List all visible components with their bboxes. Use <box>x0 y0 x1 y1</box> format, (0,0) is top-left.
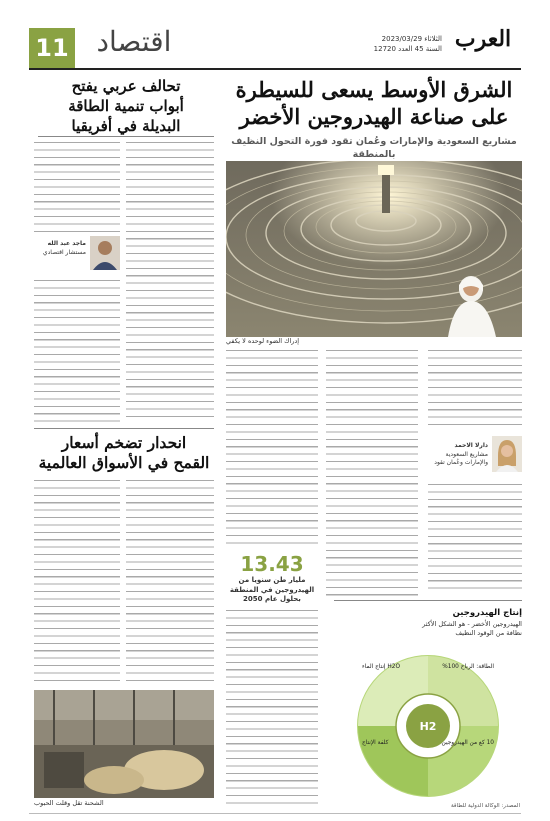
footer-rule <box>29 813 521 814</box>
wheat-headline-line-1: انحدار تضخم أسعار <box>61 433 187 452</box>
grain-ship-photo <box>34 690 214 798</box>
section-title: اقتصاد <box>96 25 172 58</box>
wheat-story-text-column-2 <box>34 480 120 685</box>
main-story-author <box>428 436 522 478</box>
newspaper-logo: العرب <box>454 26 512 52</box>
main-author-portrait <box>492 436 522 472</box>
left-headline-line-2: أبواب تنمية الطاقة <box>68 97 184 115</box>
grain-ship-illustration <box>34 690 214 798</box>
left-story-text-column-2-top <box>34 142 120 232</box>
main-author-note: مشاريع السعودية والإمارات وعُمان تقود <box>434 451 488 466</box>
main-headline-line-1: الشرق الأوسط يسعى للسيطرة <box>235 77 513 102</box>
masthead-divider <box>29 68 521 70</box>
author-role: مستشار اقتصادي <box>42 249 86 256</box>
hydrogen-infographic <box>336 640 520 806</box>
left-story-text-column-1 <box>126 142 214 422</box>
segment-label-4: H2O إنتاج الماء <box>362 664 401 670</box>
left-story-rule <box>38 136 214 137</box>
main-subhead: مشاريع السعودية والإمارات وعُمان تقود فورة التحول النظيف بالمنطقة <box>231 136 517 160</box>
main-text-column-1-bottom <box>428 484 522 594</box>
left-story-author <box>34 236 120 276</box>
wheat-headline-line-2: القمح في الأسواق العالمية <box>38 453 210 472</box>
wheat-story-headline <box>34 433 214 473</box>
left-headline-line-1: تحالف عربي يفتح <box>71 77 181 95</box>
left-story-text-column-2 <box>34 280 120 422</box>
svg-text:H2: H2 <box>419 720 437 733</box>
left-headline-line-3: البديلة في أفريقيا <box>71 117 181 135</box>
pull-quote-text: مليار طن سنويا من الهيدروجين في المنطقة بحلول عام 2050 <box>229 576 315 603</box>
author-portrait <box>90 236 120 270</box>
main-text-column-3-top <box>226 350 318 546</box>
issue-line: السنة 45 العدد 12720 <box>373 45 442 53</box>
main-author-name: دارلا الاحمد <box>454 442 488 449</box>
main-headline-line-2: على صناعة الهيدروجين الأخضر <box>239 104 509 129</box>
pull-quote-number: 13.43 <box>240 552 304 576</box>
segment-label-3: كلفة الإنتاج <box>362 740 389 746</box>
wheat-photo-caption: الشحنة تقل وقلت الحبوب <box>34 799 104 807</box>
wheat-story-rule <box>34 428 214 429</box>
date-line: الثلاثاء 2023/03/29 <box>381 35 442 43</box>
hydrogen-box-subtitle: الهيدروجين الأخضر - هو الشكل الأكثر نظافة من الوقود النظيف <box>422 620 522 637</box>
photo-caption: إدراك الضوء لوحده لا يكفي <box>226 337 300 345</box>
date-block <box>362 34 442 54</box>
main-text-column-3-bottom <box>226 610 318 808</box>
main-author-photo <box>492 436 522 472</box>
hydrogen-box-rule <box>334 600 522 601</box>
hydrogen-footnote: المصدر: الوكالة الدولية للطاقة <box>450 803 520 809</box>
main-text-column-2 <box>326 350 418 596</box>
pull-quote <box>226 552 318 605</box>
segment-label-1: الطاقة: الرياح 100% <box>442 664 494 670</box>
solar-field-photo <box>226 161 522 337</box>
wheat-story-text-column-1 <box>126 480 214 685</box>
hydrogen-box-title: إنتاج الهيدروجين <box>452 608 522 618</box>
main-text-column-1-top <box>428 350 522 430</box>
page-number: 11 <box>29 28 75 68</box>
solar-field-illustration <box>226 161 522 337</box>
author-photo <box>90 236 120 270</box>
author-name: ماجد عبد الله <box>47 240 86 247</box>
left-story-headline <box>38 76 214 136</box>
segment-label-2: 10 كغ من الهيدروجين <box>441 740 494 746</box>
main-headline <box>226 76 522 130</box>
